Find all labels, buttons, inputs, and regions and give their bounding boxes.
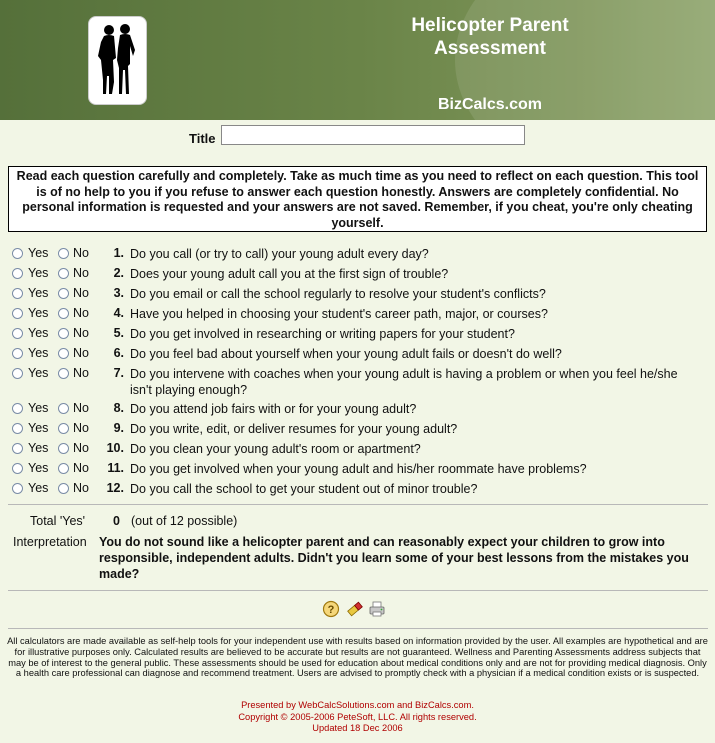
interpretation-text: You do not sound like a helicopter parent and can reasonably expect your children to grow into responsible, independent adults. Didn't you learn some of your best lessons from the mistakes you made? xyxy=(99,535,689,581)
yes-radio[interactable] xyxy=(12,248,23,259)
divider xyxy=(8,628,708,629)
yes-label: Yes xyxy=(28,421,49,435)
yes-radio[interactable] xyxy=(12,308,23,319)
presented-by-text: Presented by WebCalcSolutions.com and BizCalcs.com. xyxy=(241,700,474,710)
no-radio[interactable] xyxy=(58,308,69,319)
no-label: No xyxy=(73,286,89,300)
yes-radio[interactable] xyxy=(12,268,23,279)
yes-radio[interactable] xyxy=(12,368,23,379)
total-yes-note: (out of 12 possible) xyxy=(131,514,238,528)
yes-radio[interactable] xyxy=(12,483,23,494)
app-title: Helicopter Parent Assessment xyxy=(411,15,569,59)
svg-text:?: ? xyxy=(327,604,335,616)
yes-label: Yes xyxy=(28,326,49,340)
no-label: No xyxy=(73,306,89,320)
print-icon[interactable] xyxy=(368,600,386,618)
yes-label: Yes xyxy=(28,441,49,455)
couple-silhouette-icon xyxy=(92,20,143,100)
no-label: No xyxy=(73,421,89,435)
question-text: Do you intervene with coaches when your young adult is having a problem or when you feel he/she isn't playing enough? xyxy=(130,367,678,397)
question-number: 2. xyxy=(113,266,124,280)
header-banner xyxy=(0,0,715,120)
help-icon[interactable] xyxy=(322,600,340,618)
no-label: No xyxy=(73,246,89,260)
no-radio[interactable] xyxy=(58,483,69,494)
question-number: 9. xyxy=(113,421,124,435)
yes-label: Yes xyxy=(28,401,49,415)
title-row xyxy=(0,125,715,149)
no-radio[interactable] xyxy=(58,328,69,339)
question-number: 4. xyxy=(113,306,124,320)
yes-radio[interactable] xyxy=(12,423,23,434)
question-number: 8. xyxy=(113,401,124,415)
no-radio[interactable] xyxy=(58,403,69,414)
divider xyxy=(8,590,708,591)
no-label: No xyxy=(73,481,89,495)
question-number: 11. xyxy=(107,461,124,475)
yes-radio[interactable] xyxy=(12,463,23,474)
no-radio[interactable] xyxy=(58,348,69,359)
instructions-box: Read each question carefully and completely. Take as much time as you need to reflect on each question. This tool is of no help to you if you refuse to answer each question honestly. Answers are completely confidential. No personal information is requested and your answers are not saved. Remember, if you cheat, you're only cheating yourself. xyxy=(8,166,707,232)
no-radio[interactable] xyxy=(58,268,69,279)
no-radio[interactable] xyxy=(58,443,69,454)
question-number: 10. xyxy=(106,441,124,455)
no-radio[interactable] xyxy=(58,248,69,259)
yes-label: Yes xyxy=(28,306,49,320)
question-text: Do you email or call the school regularly to resolve your student's conflicts? xyxy=(130,287,546,301)
question-number: 5. xyxy=(113,326,124,340)
yes-label: Yes xyxy=(28,266,49,280)
yes-radio[interactable] xyxy=(12,348,23,359)
updated-text: Updated 18 Dec 2006 xyxy=(312,723,403,733)
title-input[interactable] xyxy=(221,125,525,145)
question-text: Does your young adult call you at the first sign of trouble? xyxy=(130,267,449,281)
question-text: Do you get involved when your young adult and his/her roommate have problems? xyxy=(130,462,587,476)
credits xyxy=(0,700,715,735)
question-text: Do you attend job fairs with or for your young adult? xyxy=(130,402,417,416)
no-label: No xyxy=(73,346,89,360)
question-text: Do you get involved in researching or writing papers for your student? xyxy=(130,327,515,341)
no-radio[interactable] xyxy=(58,423,69,434)
no-label: No xyxy=(73,266,89,280)
question-number: 3. xyxy=(113,286,124,300)
yes-label: Yes xyxy=(28,366,49,380)
total-yes-label: Total 'Yes' xyxy=(30,514,86,528)
yes-label: Yes xyxy=(28,481,49,495)
question-text: Do you feel bad about yourself when your young adult fails or doesn't do well? xyxy=(130,347,562,361)
question-text: Do you call (or try to call) your young adult every day? xyxy=(130,247,429,261)
no-label: No xyxy=(73,441,89,455)
interpretation-label: Interpretation xyxy=(13,535,87,549)
logo xyxy=(88,16,147,105)
divider xyxy=(8,504,708,505)
question-text: Do you clean your young adult's room or apartment? xyxy=(130,442,421,456)
disclaimer-text: All calculators are made available as self-help tools for your independent use with results based on information provided by the user. All examples are hypothetical and are for illustrative purposes only. Calculated results are believed to be accurate but results are not guaranteed. Wellness and Parenting Assessments address subjects that may be of interest to the general public. These assessments should be used for education about medical conditions only and are not for providing medical diagnosis. Only a health care professional can diagnose and recommend treatment. Users are advised to promptly check with a physician if a medical condition exists or is suspected. xyxy=(7,636,708,679)
question-text: Do you write, edit, or deliver resumes for your young adult? xyxy=(130,422,458,436)
no-label: No xyxy=(73,366,89,380)
yes-radio[interactable] xyxy=(12,288,23,299)
title-label: Title xyxy=(189,131,216,146)
yes-radio[interactable] xyxy=(12,403,23,414)
question-text: Do you call the school to get your student out of minor trouble? xyxy=(130,482,478,496)
no-radio[interactable] xyxy=(58,368,69,379)
clear-icon[interactable] xyxy=(346,600,364,618)
question-number: 1. xyxy=(113,246,124,260)
yes-label: Yes xyxy=(28,246,49,260)
no-label: No xyxy=(73,401,89,415)
yes-radio[interactable] xyxy=(12,328,23,339)
question-text: Have you helped in choosing your student's career path, major, or courses? xyxy=(130,307,548,321)
no-radio[interactable] xyxy=(58,288,69,299)
question-number: 12. xyxy=(106,481,124,495)
yes-radio[interactable] xyxy=(12,443,23,454)
no-label: No xyxy=(73,461,89,475)
question-number: 6. xyxy=(113,346,124,360)
question-number: 7. xyxy=(113,366,124,380)
site-name: BizCalcs.com xyxy=(437,96,543,113)
yes-label: Yes xyxy=(28,286,49,300)
yes-label: Yes xyxy=(28,461,49,475)
no-radio[interactable] xyxy=(58,463,69,474)
total-yes-value: 0 xyxy=(113,514,120,528)
copyright-text: Copyright © 2005-2006 PeteSoft, LLC. All rights reserved. xyxy=(238,711,477,722)
no-label: No xyxy=(73,326,89,340)
yes-label: Yes xyxy=(28,346,49,360)
